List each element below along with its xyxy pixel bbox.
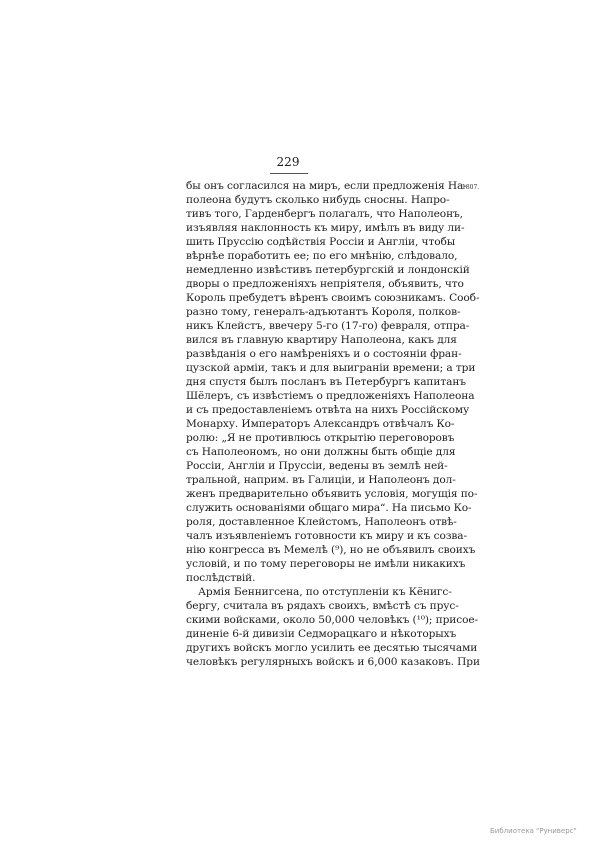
text-line: женъ предварительно объявить условія, могущія по- bbox=[186, 488, 478, 500]
text-line: полеона будутъ сколько нибудь сносны. Напро- bbox=[186, 194, 450, 206]
margin-note-year: 1807. bbox=[462, 184, 480, 191]
text-line: Армія Беннигсена, по отступленіи къ Кёнигс- bbox=[198, 586, 452, 598]
text-line: бы онъ согласился на миръ, если предложенія На- bbox=[186, 180, 467, 192]
text-line: ролю: „Я не противлюсь открытію переговоровъ bbox=[186, 432, 455, 444]
text-line: дворы о предложеніяхъ непріятеля, объявить, что bbox=[186, 278, 464, 290]
library-watermark: Библиотека "Руниверс" bbox=[490, 827, 577, 835]
text-line: другихъ войскъ могло усилить ее десятью тысячами bbox=[186, 642, 478, 654]
text-line: диненіе 6-й дивизіи Седморацкаго и нѣкоторыхъ bbox=[186, 628, 457, 640]
page-number-rule bbox=[270, 173, 308, 174]
text-line: развѣданія о его намѣреніяхъ и о состояніи фран- bbox=[186, 348, 462, 360]
text-line: дня спустя былъ посланъ въ Петербургъ капитанъ bbox=[186, 376, 466, 388]
text-line: человѣкъ регулярныхъ войскъ и 6,000 казаковъ. При bbox=[186, 656, 480, 668]
text-line: послѣдствій. bbox=[186, 572, 256, 584]
text-line: тивъ того, Гарденбергъ полагалъ, что Наполеонъ, bbox=[186, 208, 463, 220]
text-line: роля, доставленное Клейстомъ, Наполеонъ отвѣ- bbox=[186, 516, 457, 528]
text-line: Король пребудетъ вѣренъ своимъ союзникамъ. Сооб- bbox=[186, 292, 480, 304]
text-line: цузской арміи, такъ и для выиграніи времени; а три bbox=[186, 362, 476, 374]
text-line: Шёлеръ, съ извѣстіемъ о предложеніяхъ Наполеона bbox=[186, 390, 475, 402]
text-line: скими войсками, около 50,000 человѣкъ (¹⁰); присое- bbox=[186, 614, 479, 626]
text-line: Монарху. Императоръ Александръ отвѣчалъ Ко- bbox=[186, 418, 455, 430]
text-line: чалъ изъявленіемъ готовности къ миру и къ созва- bbox=[186, 530, 467, 542]
text-line: изъявляя наклонность къ миру, имѣлъ въ виду ли- bbox=[186, 222, 465, 234]
text-line: и съ предоставленіемъ отвѣта на нихъ Россійскому bbox=[186, 404, 470, 416]
text-line: нію конгресса въ Мемелѣ (⁹), но не объявилъ своихъ bbox=[186, 544, 476, 556]
text-line: никъ Клейстъ, ввечеру 5-го (17-го) февраля, отпра- bbox=[186, 320, 470, 332]
text-line: разно тому, генералъ-адъютантъ Короля, полков- bbox=[186, 306, 461, 318]
text-line: съ Наполеономъ, но они должны быть общіе для bbox=[186, 446, 456, 458]
text-line: Россіи, Англіи и Пруссіи, ведены въ землѣ ней- bbox=[186, 460, 448, 472]
text-line: немедленно извѣстивъ петербургскій и лондонскій bbox=[186, 264, 470, 276]
text-line: бергу, считала въ рядахъ своихъ, вмѣстѣ съ прус- bbox=[186, 600, 459, 612]
text-line: условій, и по тому переговоры не имѣли никакихъ bbox=[186, 558, 466, 570]
page-number: 229 bbox=[276, 155, 300, 169]
text-line: шить Пруссію содѣйствія Россіи и Англіи, чтобы bbox=[186, 236, 456, 248]
text-line: служить основаніями общаго мира“. На письмо Ко- bbox=[186, 502, 472, 514]
text-line: вился въ главную квартиру Наполеона, какъ для bbox=[186, 334, 457, 346]
text-line: тральной, наприм. въ Галиціи, и Наполеонъ дол- bbox=[186, 474, 456, 486]
text-line: вѣрнѣе поработить ее; по его мнѣнію, слѣдовало, bbox=[186, 250, 458, 262]
